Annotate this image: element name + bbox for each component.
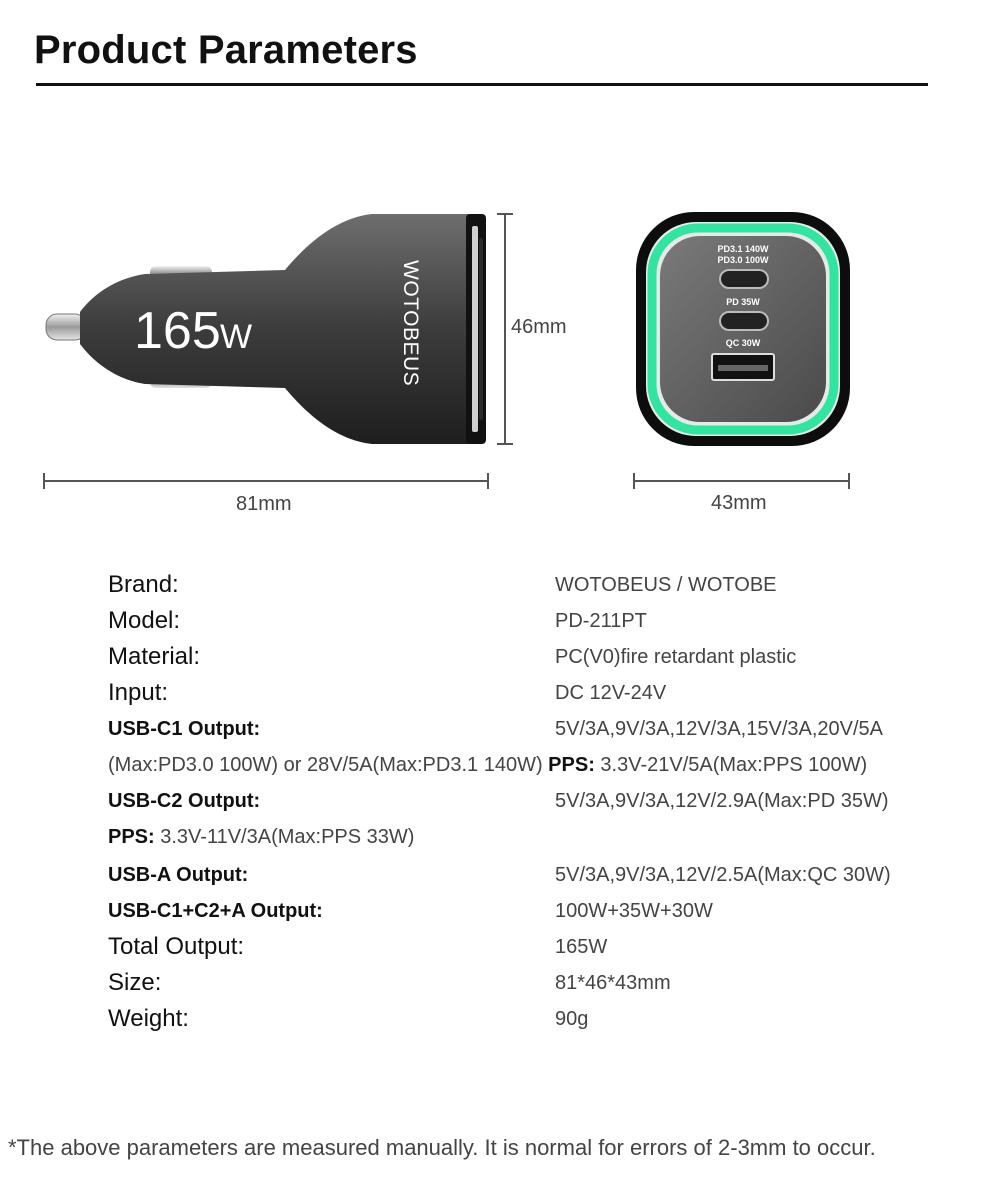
spec-label: USB-C2 Output: [108, 790, 261, 812]
spec-value: 100W+35W+30W [555, 900, 713, 922]
spec-label: Size: [108, 969, 162, 996]
spec-label: USB-A Output: [108, 864, 249, 886]
spec-row-usb-a [108, 860, 988, 896]
length-dimension-line [44, 473, 488, 489]
wattage-unit: W [220, 318, 253, 356]
spec-row-usb-c1 [108, 714, 988, 750]
pps-label: PPS: [108, 826, 155, 848]
spec-label: Input: [108, 679, 169, 706]
spec-value: 5V/3A,9V/3A,12V/2.5A(Max:QC 30W) [555, 864, 891, 886]
brand-logo: WOTOBEUS [399, 260, 422, 387]
pps-value: 3.3V-21V/5A(Max:PPS 100W) [600, 754, 868, 776]
pps-label: PPS: [548, 754, 595, 776]
port1-label-2: PD3.0 100W [717, 255, 769, 265]
spec-row-brand [108, 570, 988, 606]
product-illustration [0, 0, 1000, 540]
usb-c2-port [720, 312, 768, 330]
charger-front-view [636, 212, 850, 446]
wattage-mark: 165 [134, 302, 221, 360]
spec-value: PD-211PT [555, 610, 647, 632]
port3-label: QC 30W [725, 338, 761, 348]
height-label: 46mm [511, 316, 567, 338]
spec-row-model [108, 606, 988, 642]
spec-row-combined [108, 896, 988, 932]
spec-value: PC(V0)fire retardant plastic [555, 646, 797, 668]
spec-continuation [108, 822, 414, 852]
charger-side-view [46, 214, 486, 444]
page-title: Product Parameters [34, 28, 418, 72]
spec-value: WOTOBEUS / WOTOBE [555, 574, 777, 596]
spec-value: 5V/3A,9V/3A,12V/2.9A(Max:PD 35W) [555, 790, 889, 812]
spec-value: DC 12V-24V [555, 682, 667, 704]
pps-value: 3.3V-11V/3A(Max:PPS 33W) [160, 826, 415, 848]
spec-row-input [108, 678, 988, 714]
usb-c1-port [720, 270, 768, 288]
usb-c1-continuation: (Max:PD3.0 100W) or 28V/5A(Max:PD3.1 140W) [108, 754, 543, 776]
width-dimension-line [634, 473, 849, 489]
spec-label: Total Output: [108, 933, 245, 960]
spec-row-total [108, 932, 988, 968]
spec-row-usb-c1-cont [108, 750, 988, 786]
spec-label: Model: [108, 607, 181, 634]
width-label: 43mm [711, 492, 767, 514]
spec-value: 5V/3A,9V/3A,12V/3A,15V/3A,20V/5A [555, 718, 884, 740]
spec-value: 81*46*43mm [555, 972, 671, 994]
port2-label: PD 35W [726, 297, 760, 307]
spec-label: USB-C1+C2+A Output: [108, 900, 323, 922]
spec-label: Weight: [108, 1005, 189, 1032]
spec-label: USB-C1 Output: [108, 718, 261, 740]
spec-row-material [108, 642, 988, 678]
spec-list [108, 570, 988, 1040]
spec-label: Brand: [108, 571, 179, 598]
spec-continuation [108, 750, 867, 780]
length-label: 81mm [236, 493, 292, 515]
spec-value: 165W [555, 936, 608, 958]
port1-label: PD3.1 140W [717, 244, 769, 254]
spec-row-weight [108, 1004, 988, 1040]
spec-row-size [108, 968, 988, 1004]
spec-value: 90g [555, 1008, 589, 1030]
spec-label: Material: [108, 643, 201, 670]
footnote: *The above parameters are measured manually. It is normal for errors of 2-3mm to occur. [8, 1135, 876, 1160]
spec-row-usb-c2-cont [108, 822, 988, 860]
spec-row-usb-c2 [108, 786, 988, 822]
